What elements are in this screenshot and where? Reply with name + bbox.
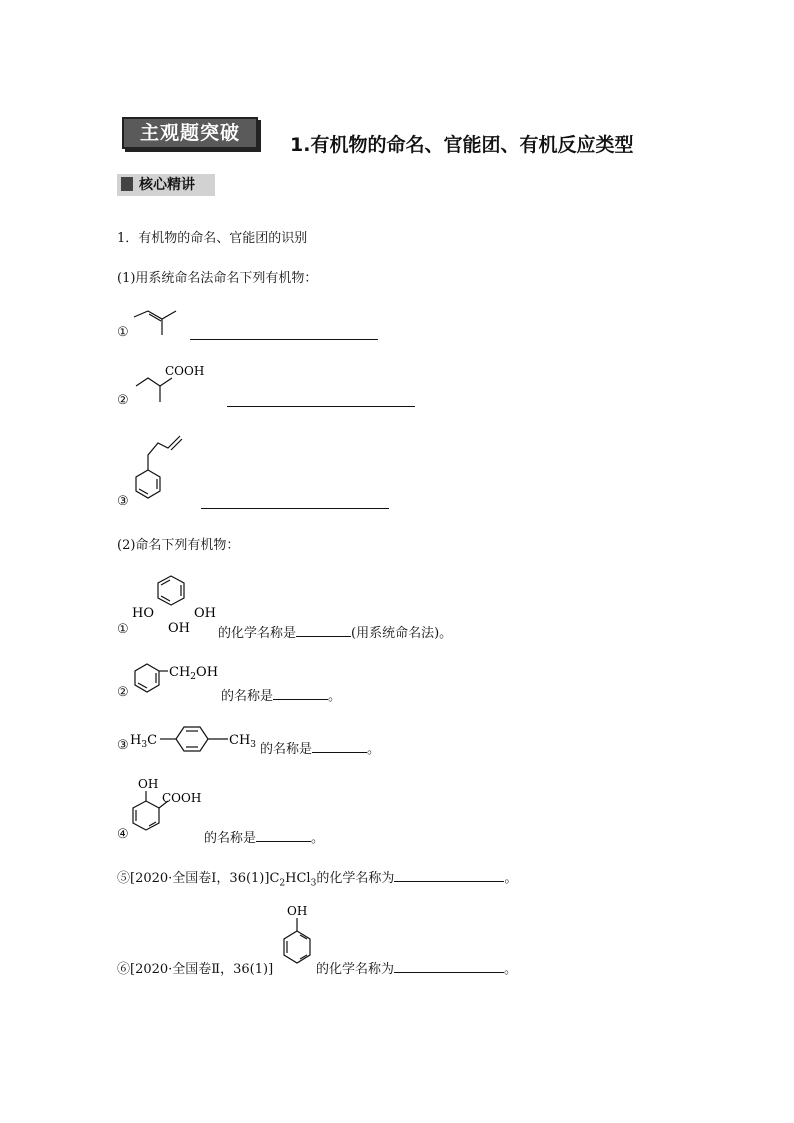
structure-benzyl-alcohol	[128, 656, 223, 696]
oh-label-bottom: OH	[168, 621, 190, 636]
question-2-2: 的名称是 。	[221, 689, 342, 704]
oh-label-top: OH	[138, 777, 159, 791]
svg-text:CH2OH: $CH_2OH$	[169, 665, 219, 682]
structure-methylbutene	[128, 303, 188, 339]
answer-blank-2-1[interactable]	[296, 624, 351, 637]
item-marker-2-4: ④	[117, 827, 129, 842]
ho-label: HO	[132, 606, 154, 621]
item-marker-2: ②	[117, 393, 129, 408]
answer-blank-1-1[interactable]	[190, 339, 378, 340]
cooh-label: COOH	[165, 364, 205, 378]
cooh-label-2: COOH	[162, 791, 202, 805]
structure-methylbutanoic-acid	[128, 362, 218, 406]
answer-blank-2-3[interactable]	[312, 740, 367, 753]
oh-label-right: OH	[194, 606, 216, 621]
square-icon	[121, 177, 133, 191]
page-title: 1.有机物的命名、官能团、有机反应类型	[290, 134, 634, 156]
question-2-1: 的化学名称是 (用系统命名法)。	[218, 626, 453, 641]
structure-phenol	[272, 900, 320, 974]
heading-1: 1．有机物的命名、官能团的识别	[117, 231, 308, 246]
answer-blank-1-2[interactable]	[227, 406, 415, 407]
answer-blank-2-5[interactable]	[394, 869, 504, 882]
item-marker-2-2: ②	[117, 685, 129, 700]
structure-benzenetriol	[128, 568, 218, 636]
answer-blank-2-4[interactable]	[256, 829, 311, 842]
answer-blank-2-2[interactable]	[273, 687, 328, 700]
svg-text:CH3: $CH_3$	[229, 733, 257, 750]
question-2-6: 的化学名称为 。	[316, 962, 518, 977]
item-marker-2-3: ③	[117, 738, 129, 753]
section-badge: 主观题突破	[122, 117, 258, 149]
answer-blank-1-3[interactable]	[201, 508, 389, 509]
item-marker-1: ①	[117, 325, 129, 340]
section-tag-label: 核心精讲	[139, 177, 195, 193]
question-2-6-prefix: ⑥[2020·全国卷Ⅱ，36(1)]	[117, 962, 274, 977]
answer-blank-2-6[interactable]	[394, 960, 504, 973]
oh-label-phenol: OH	[287, 904, 308, 918]
question-2-5: ⑤[2020·全国卷Ⅰ，$36(1)]C_2HCl_3$的化学名称为 。	[117, 871, 518, 889]
svg-text:H3C: $H_3C$	[130, 733, 158, 750]
part-1-heading: (1)用系统命名法命名下列有机物：	[117, 271, 318, 286]
section-tag	[117, 174, 215, 196]
structure-phenylbutene	[128, 428, 198, 510]
structure-p-xylene	[130, 722, 262, 756]
item-marker-3: ③	[117, 494, 129, 509]
question-2-4: 的名称是 。	[204, 831, 325, 846]
part-2-heading: (2)命名下列有机物：	[117, 538, 240, 553]
question-2-3: 的名称是 。	[260, 742, 381, 757]
item-marker-2-1: ①	[117, 622, 129, 637]
